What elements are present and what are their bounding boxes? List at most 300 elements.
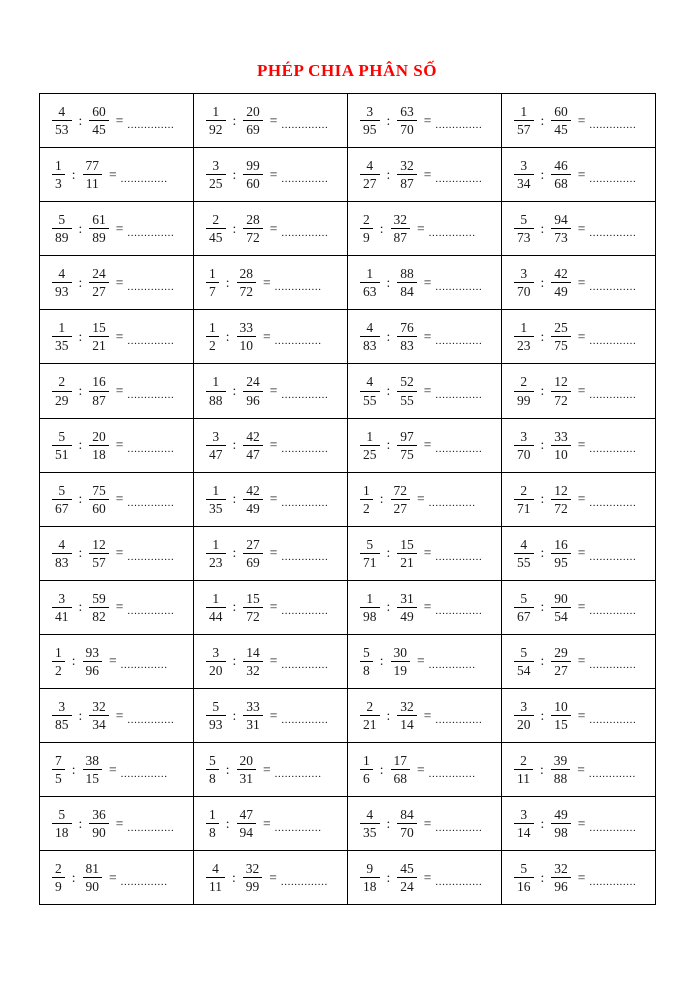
dividend-fraction bbox=[206, 537, 226, 570]
divisor-numerator: 30 bbox=[391, 645, 411, 662]
divisor-numerator: 46 bbox=[551, 158, 571, 175]
dividend-fraction bbox=[52, 374, 72, 407]
dividend-denominator: 9 bbox=[55, 879, 62, 895]
dividend-fraction bbox=[360, 266, 380, 299]
dividend-numerator: 1 bbox=[206, 320, 219, 337]
equals-sign: = bbox=[109, 653, 117, 669]
dividend-fraction bbox=[52, 537, 72, 570]
answer-blank: .............. bbox=[127, 551, 175, 564]
answer-blank: .............. bbox=[589, 497, 637, 510]
answer-blank: .............. bbox=[120, 659, 168, 672]
answer-blank: .............. bbox=[428, 497, 476, 510]
answer-blank: .............. bbox=[120, 875, 168, 888]
divisor-numerator: 17 bbox=[391, 753, 411, 770]
division-problem bbox=[514, 320, 655, 353]
problem-cell bbox=[502, 202, 656, 256]
divisor-numerator: 15 bbox=[243, 591, 263, 608]
divisor-denominator: 89 bbox=[92, 230, 106, 246]
equals-sign: = bbox=[115, 437, 124, 453]
divisor-fraction bbox=[83, 861, 103, 894]
divisor-fraction bbox=[551, 104, 571, 137]
dividend-numerator: 3 bbox=[360, 104, 380, 121]
equals-sign: = bbox=[263, 815, 271, 831]
division-problem bbox=[52, 591, 193, 624]
equals-sign: = bbox=[269, 653, 278, 669]
divisor-numerator: 59 bbox=[89, 591, 109, 608]
dividend-fraction bbox=[52, 699, 72, 732]
division-colon: : bbox=[225, 328, 230, 344]
divisor-denominator: 15 bbox=[554, 717, 568, 733]
dividend-numerator: 1 bbox=[52, 158, 65, 175]
equals-sign: = bbox=[115, 328, 124, 344]
dividend-fraction bbox=[514, 591, 534, 624]
divisor-fraction bbox=[391, 212, 411, 245]
dividend-numerator: 3 bbox=[206, 429, 226, 446]
worksheet-title: PHÉP CHIA PHÂN SỐ bbox=[257, 61, 437, 80]
divisor-fraction bbox=[237, 320, 257, 353]
problem-cell bbox=[502, 472, 656, 526]
problem-cell bbox=[40, 472, 194, 526]
divisor-fraction bbox=[89, 537, 109, 570]
divisor-denominator: 95 bbox=[554, 554, 568, 570]
dividend-numerator: 5 bbox=[360, 537, 380, 554]
dividend-denominator: 20 bbox=[517, 717, 531, 733]
dividend-denominator: 20 bbox=[209, 662, 223, 678]
divisor-numerator: 42 bbox=[551, 266, 571, 283]
answer-blank: .............. bbox=[589, 443, 637, 456]
division-problem bbox=[360, 699, 501, 732]
dividend-numerator: 1 bbox=[206, 483, 226, 500]
equals-sign: = bbox=[109, 869, 117, 885]
dividend-numerator: 5 bbox=[514, 861, 534, 878]
problem-cell bbox=[348, 256, 502, 310]
divisor-numerator: 29 bbox=[551, 645, 571, 662]
answer-blank: .............. bbox=[435, 389, 483, 402]
problem-cell bbox=[40, 148, 194, 202]
division-problem bbox=[206, 591, 347, 624]
division-problem bbox=[206, 645, 347, 678]
divisor-numerator: 12 bbox=[89, 537, 109, 554]
divisor-numerator: 63 bbox=[397, 104, 417, 121]
dividend-numerator: 9 bbox=[360, 861, 380, 878]
division-colon: : bbox=[540, 707, 545, 723]
equals-sign: = bbox=[109, 166, 117, 182]
division-colon: : bbox=[232, 653, 237, 669]
problem-cell bbox=[502, 418, 656, 472]
division-colon: : bbox=[71, 761, 76, 777]
problem-cell bbox=[502, 256, 656, 310]
division-colon: : bbox=[71, 166, 76, 182]
dividend-denominator: 2 bbox=[209, 338, 216, 354]
division-colon: : bbox=[71, 653, 76, 669]
divisor-numerator: 52 bbox=[397, 374, 417, 391]
dividend-denominator: 27 bbox=[363, 176, 377, 192]
problem-cell bbox=[194, 418, 348, 472]
dividend-fraction bbox=[52, 104, 72, 137]
division-problem bbox=[52, 266, 193, 299]
divisor-numerator: 94 bbox=[551, 212, 571, 229]
dividend-numerator: 1 bbox=[360, 753, 373, 770]
dividend-fraction bbox=[360, 807, 380, 840]
division-colon: : bbox=[386, 166, 391, 182]
divisor-numerator: 12 bbox=[551, 483, 571, 500]
table-row bbox=[40, 689, 656, 743]
dividend-denominator: 8 bbox=[209, 825, 216, 841]
division-problem bbox=[514, 104, 655, 137]
dividend-numerator: 1 bbox=[52, 320, 72, 337]
problem-cell bbox=[502, 310, 656, 364]
division-problem bbox=[52, 483, 193, 516]
problem-cell bbox=[502, 148, 656, 202]
dividend-numerator: 1 bbox=[360, 429, 380, 446]
divisor-denominator: 98 bbox=[554, 825, 568, 841]
dividend-fraction bbox=[514, 320, 534, 353]
problem-cell bbox=[40, 364, 194, 418]
division-colon: : bbox=[540, 491, 545, 507]
problem-cell bbox=[502, 797, 656, 851]
equals-sign: = bbox=[115, 274, 124, 290]
problem-cell bbox=[194, 472, 348, 526]
table-row bbox=[40, 94, 656, 148]
division-colon: : bbox=[232, 707, 237, 723]
dividend-numerator: 5 bbox=[514, 645, 534, 662]
equals-sign: = bbox=[577, 761, 585, 777]
division-problem bbox=[52, 320, 193, 353]
answer-blank: .............. bbox=[274, 280, 322, 293]
answer-blank: .............. bbox=[435, 443, 483, 456]
table-row bbox=[40, 743, 656, 797]
dividend-denominator: 70 bbox=[517, 446, 531, 462]
dividend-denominator: 2 bbox=[55, 662, 62, 678]
answer-blank: .............. bbox=[435, 551, 483, 564]
divisor-numerator: 25 bbox=[551, 320, 571, 337]
answer-blank: .............. bbox=[435, 605, 483, 618]
dividend-fraction bbox=[52, 429, 72, 462]
dividend-fraction bbox=[360, 429, 380, 462]
dividend-numerator: 2 bbox=[360, 699, 380, 716]
divisor-fraction bbox=[551, 807, 571, 840]
equals-sign: = bbox=[577, 869, 586, 885]
divisor-numerator: 20 bbox=[243, 104, 263, 121]
dividend-denominator: 67 bbox=[517, 608, 531, 624]
answer-blank: .............. bbox=[589, 389, 637, 402]
table-row bbox=[40, 580, 656, 634]
divisor-numerator: 20 bbox=[89, 429, 109, 446]
dividend-denominator: 71 bbox=[517, 500, 531, 516]
division-colon: : bbox=[540, 220, 545, 236]
divisor-numerator: 33 bbox=[237, 320, 257, 337]
dividend-numerator: 7 bbox=[52, 753, 65, 770]
dividend-numerator: 4 bbox=[52, 537, 72, 554]
dividend-denominator: 83 bbox=[55, 554, 69, 570]
dividend-fraction bbox=[206, 158, 226, 191]
division-colon: : bbox=[386, 328, 391, 344]
division-problem bbox=[52, 861, 193, 894]
answer-blank: .............. bbox=[274, 821, 322, 834]
divisor-fraction bbox=[551, 537, 571, 570]
divisor-numerator: 32 bbox=[243, 861, 263, 878]
divisor-numerator: 12 bbox=[551, 374, 571, 391]
divisor-denominator: 90 bbox=[92, 825, 106, 841]
divisor-denominator: 21 bbox=[92, 338, 106, 354]
answer-blank: .............. bbox=[589, 551, 637, 564]
division-colon: : bbox=[540, 328, 545, 344]
dividend-fraction bbox=[206, 861, 225, 894]
dividend-fraction bbox=[52, 861, 65, 894]
divisor-numerator: 10 bbox=[551, 699, 571, 716]
division-problem bbox=[206, 104, 347, 137]
dividend-fraction bbox=[360, 212, 373, 245]
answer-blank: .............. bbox=[127, 389, 175, 402]
dividend-denominator: 88 bbox=[209, 392, 223, 408]
problem-cell bbox=[194, 743, 348, 797]
divisor-numerator: 99 bbox=[243, 158, 263, 175]
answer-blank: .............. bbox=[589, 821, 637, 834]
division-problem bbox=[206, 429, 347, 462]
answer-blank: .............. bbox=[281, 389, 329, 402]
divisor-denominator: 57 bbox=[92, 554, 106, 570]
dividend-numerator: 5 bbox=[52, 483, 72, 500]
dividend-numerator: 4 bbox=[206, 861, 225, 878]
divisor-denominator: 69 bbox=[246, 122, 260, 138]
equals-sign: = bbox=[115, 815, 124, 831]
dividend-numerator: 3 bbox=[514, 429, 534, 446]
problem-cell bbox=[502, 689, 656, 743]
divisor-numerator: 14 bbox=[243, 645, 263, 662]
dividend-numerator: 2 bbox=[52, 861, 65, 878]
answer-blank: .............. bbox=[428, 226, 476, 239]
dividend-numerator: 5 bbox=[206, 753, 219, 770]
table-row bbox=[40, 797, 656, 851]
division-problem bbox=[514, 861, 655, 894]
answer-blank: .............. bbox=[281, 226, 329, 239]
dividend-fraction bbox=[52, 158, 65, 191]
equals-sign: = bbox=[417, 653, 425, 669]
divisor-denominator: 31 bbox=[239, 771, 254, 787]
division-problem bbox=[514, 645, 655, 678]
divisor-denominator: 10 bbox=[239, 338, 254, 354]
equals-sign: = bbox=[577, 437, 586, 453]
dividend-denominator: 57 bbox=[517, 122, 531, 138]
dividend-numerator: 4 bbox=[52, 266, 72, 283]
divisor-numerator: 33 bbox=[243, 699, 263, 716]
division-colon: : bbox=[78, 437, 83, 453]
divisor-fraction bbox=[243, 591, 263, 624]
dividend-fraction bbox=[514, 483, 534, 516]
equals-sign: = bbox=[577, 220, 586, 236]
equals-sign: = bbox=[115, 383, 124, 399]
answer-blank: .............. bbox=[589, 172, 637, 185]
answer-blank: .............. bbox=[589, 605, 637, 618]
answer-blank: .............. bbox=[127, 334, 175, 347]
dividend-fraction bbox=[52, 266, 72, 299]
problem-cell bbox=[40, 743, 194, 797]
division-colon: : bbox=[386, 869, 391, 885]
divisor-fraction bbox=[243, 699, 263, 732]
dividend-denominator: 53 bbox=[55, 122, 69, 138]
division-colon: : bbox=[540, 166, 545, 182]
divisor-denominator: 72 bbox=[246, 608, 260, 624]
problem-cell bbox=[40, 689, 194, 743]
division-problem bbox=[360, 753, 501, 786]
answer-blank: .............. bbox=[435, 280, 483, 293]
division-problem bbox=[514, 212, 655, 245]
divisor-fraction bbox=[551, 645, 571, 678]
dividend-denominator: 55 bbox=[363, 392, 377, 408]
problem-cell bbox=[194, 202, 348, 256]
division-problem bbox=[360, 104, 501, 137]
dividend-denominator: 25 bbox=[363, 446, 377, 462]
dividend-denominator: 35 bbox=[209, 500, 223, 516]
division-colon: : bbox=[386, 707, 391, 723]
divisor-denominator: 87 bbox=[400, 176, 414, 192]
divisor-numerator: 39 bbox=[551, 753, 571, 770]
dividend-fraction bbox=[52, 753, 65, 786]
dividend-numerator: 5 bbox=[52, 212, 72, 229]
divisor-fraction bbox=[237, 807, 257, 840]
divisor-fraction bbox=[397, 699, 417, 732]
divisor-fraction bbox=[397, 861, 417, 894]
division-problem bbox=[360, 807, 501, 840]
divisor-fraction bbox=[551, 591, 571, 624]
dividend-denominator: 99 bbox=[517, 392, 531, 408]
division-colon: : bbox=[78, 383, 83, 399]
table-row bbox=[40, 634, 656, 688]
equals-sign: = bbox=[269, 599, 278, 615]
division-problem bbox=[514, 807, 655, 840]
dividend-fraction bbox=[52, 483, 72, 516]
answer-blank: .............. bbox=[281, 497, 329, 510]
divisor-numerator: 16 bbox=[89, 374, 109, 391]
division-colon: : bbox=[78, 545, 83, 561]
divisor-denominator: 21 bbox=[400, 554, 414, 570]
equals-sign: = bbox=[577, 491, 586, 507]
dividend-denominator: 16 bbox=[517, 879, 531, 895]
equals-sign: = bbox=[423, 545, 432, 561]
divisor-numerator: 32 bbox=[89, 699, 109, 716]
divisor-denominator: 72 bbox=[554, 392, 568, 408]
division-colon: : bbox=[78, 274, 83, 290]
equals-sign: = bbox=[577, 545, 586, 561]
dividend-fraction bbox=[514, 699, 534, 732]
divisor-denominator: 72 bbox=[554, 500, 568, 516]
dividend-numerator: 4 bbox=[360, 374, 380, 391]
division-colon: : bbox=[386, 112, 391, 128]
equals-sign: = bbox=[577, 112, 586, 128]
answer-blank: .............. bbox=[127, 605, 175, 618]
answer-blank: .............. bbox=[589, 875, 637, 888]
divisor-denominator: 69 bbox=[246, 554, 260, 570]
division-colon: : bbox=[386, 274, 391, 290]
problem-cell bbox=[40, 526, 194, 580]
dividend-fraction bbox=[360, 158, 380, 191]
equals-sign: = bbox=[417, 491, 425, 507]
problem-cell bbox=[348, 202, 502, 256]
problem-cell bbox=[502, 364, 656, 418]
dividend-numerator: 1 bbox=[206, 807, 219, 824]
divisor-numerator: 60 bbox=[89, 104, 109, 121]
problem-cell bbox=[40, 418, 194, 472]
divisor-denominator: 99 bbox=[245, 879, 260, 895]
dividend-numerator: 1 bbox=[206, 591, 226, 608]
dividend-denominator: 41 bbox=[55, 608, 69, 624]
division-problem bbox=[514, 374, 655, 407]
dividend-fraction bbox=[360, 104, 380, 137]
division-problem bbox=[360, 861, 501, 894]
dividend-denominator: 51 bbox=[55, 446, 69, 462]
divisor-denominator: 87 bbox=[393, 230, 408, 246]
dividend-numerator: 5 bbox=[360, 645, 373, 662]
answer-blank: .............. bbox=[281, 605, 329, 618]
divisor-numerator: 32 bbox=[391, 212, 411, 229]
equals-sign: = bbox=[115, 545, 124, 561]
division-problem bbox=[206, 266, 347, 299]
divisor-fraction bbox=[391, 645, 411, 678]
dividend-fraction bbox=[514, 212, 534, 245]
dividend-fraction bbox=[514, 429, 534, 462]
divisor-fraction bbox=[243, 483, 263, 516]
division-problem bbox=[514, 266, 655, 299]
divisor-denominator: 96 bbox=[85, 662, 100, 678]
dividend-numerator: 3 bbox=[206, 158, 226, 175]
table-row bbox=[40, 364, 656, 418]
dividend-numerator: 5 bbox=[514, 591, 534, 608]
dividend-fraction bbox=[206, 104, 226, 137]
answer-blank: .............. bbox=[280, 875, 328, 888]
division-colon: : bbox=[540, 112, 545, 128]
problem-cell bbox=[348, 580, 502, 634]
division-colon: : bbox=[386, 383, 391, 399]
divisor-denominator: 32 bbox=[246, 662, 260, 678]
problem-cell bbox=[348, 526, 502, 580]
dividend-fraction bbox=[206, 591, 226, 624]
division-problem bbox=[514, 483, 655, 516]
answer-blank: .............. bbox=[127, 497, 175, 510]
division-colon: : bbox=[78, 112, 83, 128]
division-problem bbox=[52, 212, 193, 245]
problem-cell bbox=[502, 580, 656, 634]
divisor-numerator: 32 bbox=[397, 158, 417, 175]
problem-cell bbox=[348, 743, 502, 797]
equals-sign: = bbox=[269, 220, 278, 236]
table-row bbox=[40, 418, 656, 472]
problem-cell bbox=[40, 310, 194, 364]
division-problem bbox=[360, 212, 501, 245]
divisor-numerator: 45 bbox=[397, 861, 417, 878]
equals-sign: = bbox=[577, 383, 586, 399]
problem-cell bbox=[348, 689, 502, 743]
divisor-fraction bbox=[83, 753, 103, 786]
divisor-fraction bbox=[551, 753, 571, 786]
dividend-fraction bbox=[514, 266, 534, 299]
division-problem bbox=[360, 537, 501, 570]
divisor-denominator: 54 bbox=[554, 608, 568, 624]
divisor-denominator: 75 bbox=[400, 446, 414, 462]
division-colon: : bbox=[78, 328, 83, 344]
answer-blank: .............. bbox=[127, 226, 175, 239]
problem-cell bbox=[348, 797, 502, 851]
problem-cell bbox=[502, 634, 656, 688]
problem-cell bbox=[194, 364, 348, 418]
divisor-numerator: 42 bbox=[243, 483, 263, 500]
divisor-denominator: 15 bbox=[85, 771, 100, 787]
problem-cell bbox=[194, 797, 348, 851]
divisor-fraction bbox=[83, 645, 103, 678]
divisor-fraction bbox=[243, 537, 263, 570]
divisor-numerator: 88 bbox=[397, 266, 417, 283]
answer-blank: .............. bbox=[281, 172, 329, 185]
divisor-numerator: 81 bbox=[83, 861, 103, 878]
